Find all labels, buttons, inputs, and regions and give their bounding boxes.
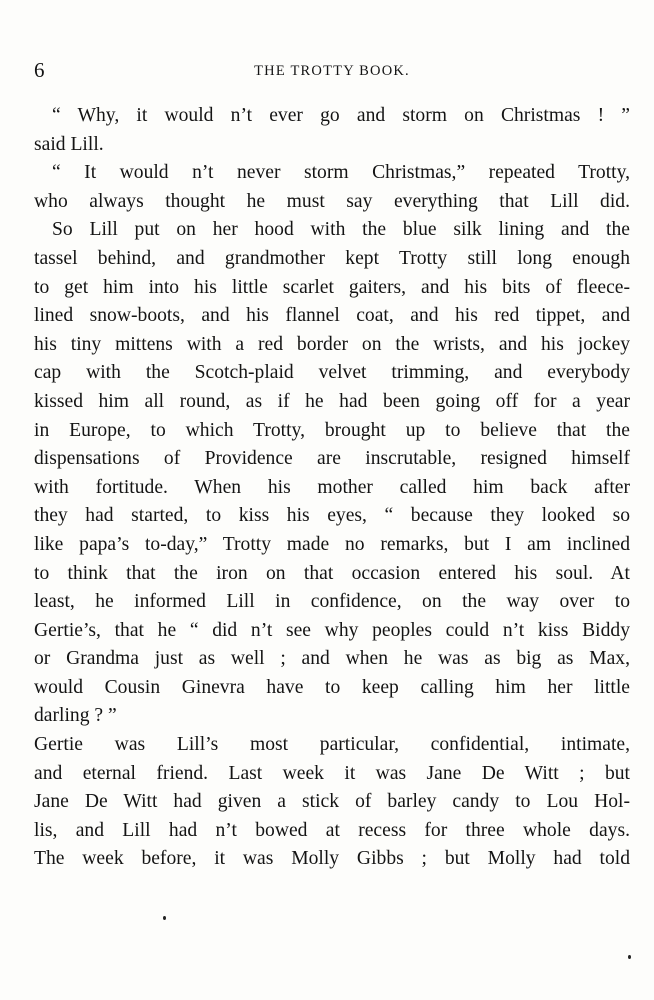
text-line: who always thought he must say everything that Lill did.	[34, 190, 630, 212]
text-line: with fortitude. When his mother called him back after	[34, 476, 630, 498]
running-head: THE TROTTY BOOK.	[254, 63, 410, 79]
text-line: “ It would n’t never storm Christmas,” repeated Trotty,	[52, 162, 630, 184]
text-line: or Grandma just as well ; and when he was as big as Max,	[34, 648, 630, 670]
text-line: least, he informed Lill in confidence, on the way over to	[34, 591, 630, 613]
text-line: “ Why, it would n’t ever go and storm on Christmas ! ”	[52, 105, 630, 126]
text-line: Jane De Witt had given a stick of barley candy to Lou Hol-	[34, 791, 630, 813]
text-line: kissed him all round, as if he had been going off for a year	[34, 390, 630, 412]
ink-speck	[163, 916, 166, 920]
text-line: darling ? ”	[34, 705, 117, 727]
text-line: like papa’s to-day,” Trotty made no remarks, but I am inclined	[34, 533, 630, 555]
text-line: dispensations of Providence are inscrutable, resigned himself	[34, 448, 630, 470]
text-line: Gertie’s, that he “ did n’t see why peoples could n’t kiss Biddy	[34, 619, 630, 641]
text-line: tassel behind, and grandmother kept Trotty still long enough	[34, 247, 630, 269]
text-line: The week before, it was Molly Gibbs ; but Molly had told	[34, 848, 630, 870]
page-header	[34, 58, 630, 84]
text-line: cap with the Scotch-plaid velvet trimming, and everybody	[34, 362, 630, 384]
page-number: 6	[34, 58, 45, 82]
text-line: his tiny mittens with a red border on the wrists, and his jockey	[34, 333, 630, 355]
text-line: Gertie was Lill’s most particular, confidential, intimate,	[34, 734, 630, 756]
text-line: said Lill.	[34, 133, 104, 155]
text-line: So Lill put on her hood with the blue silk lining and the	[52, 219, 630, 241]
text-line: to think that the iron on that occasion entered his soul. At	[34, 562, 630, 584]
text-line: lined snow-boots, and his flannel coat, and his red tippet, and	[34, 305, 630, 327]
text-line: and eternal friend. Last week it was Jane De Witt ; but	[34, 762, 630, 784]
text-line: they had started, to kiss his eyes, “ because they looked so	[34, 505, 630, 527]
text-line: to get him into his little scarlet gaiters, and his bits of fleece-	[34, 276, 630, 298]
ink-speck	[628, 955, 631, 959]
text-line: lis, and Lill had n’t bowed at recess for three whole days.	[34, 819, 630, 841]
body-text	[34, 102, 630, 874]
text-line: in Europe, to which Trotty, brought up to believe that the	[34, 419, 630, 441]
text-line: would Cousin Ginevra have to keep calling him her little	[34, 676, 630, 698]
